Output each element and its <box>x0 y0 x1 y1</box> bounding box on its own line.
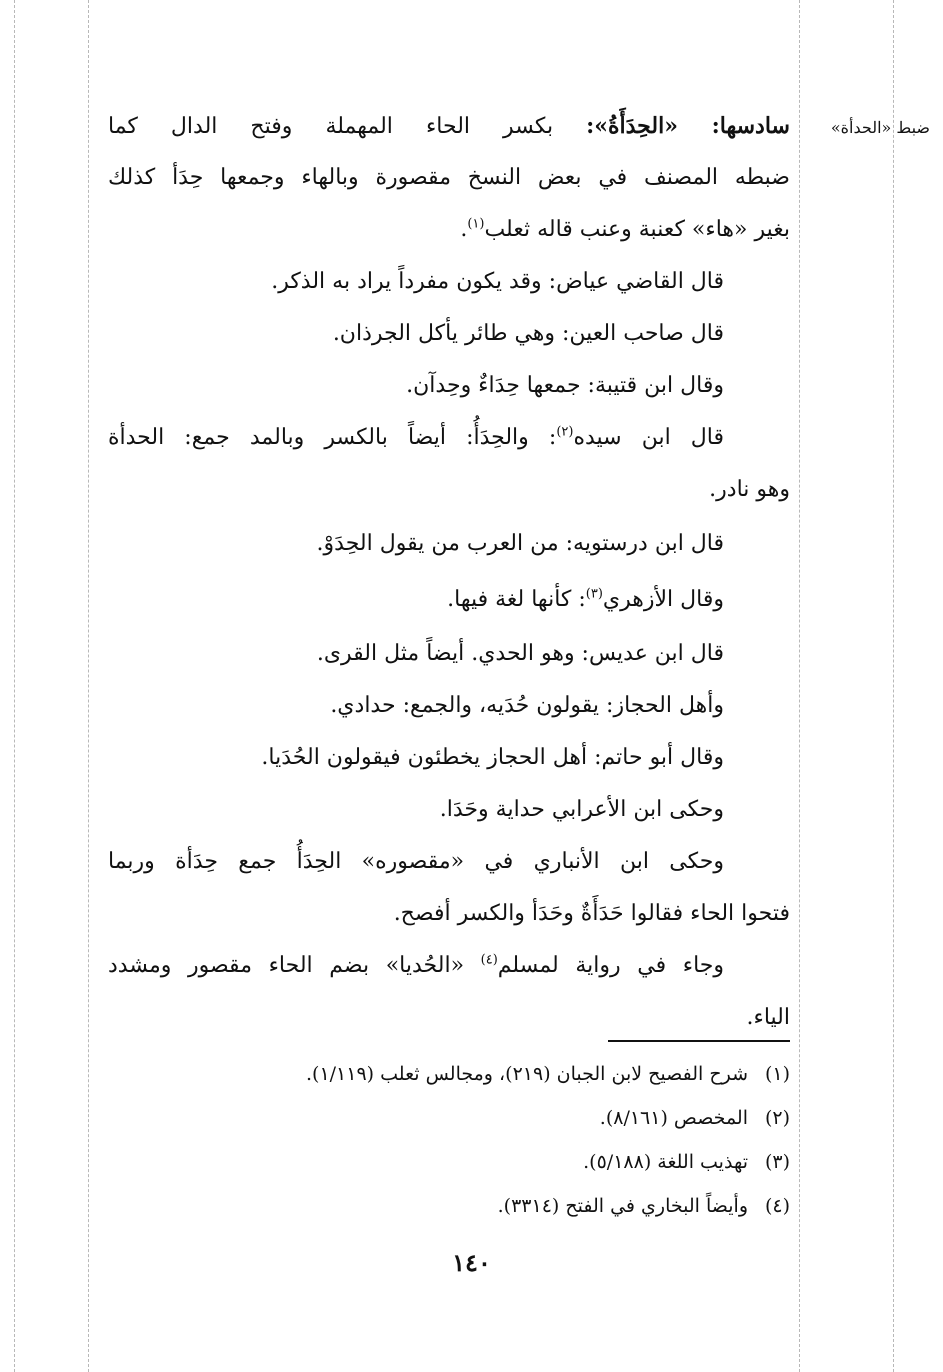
text-line: وجاء في رواية لمسلم$^{(٤)}$ «الحُديا» بضم الحاء مقصور ومشدد <box>108 952 724 978</box>
text-line: وقال ابن قتيبة: جمعها حِدَاءٌ وحِدآن. <box>406 373 724 398</box>
outer-right-guide-line <box>893 0 894 1372</box>
text-line: قال صاحب العين: وهي طائر يأكل الجرذان. <box>332 321 724 346</box>
footnote-text: تهذيب اللغة (٥/١٨٨). <box>583 1151 748 1173</box>
footnotes <box>108 1052 790 1228</box>
text-line: قال ابن سيده$^{(٢)}$: والحِدَأُ: أيضاً بالكسر وبالمد جمع: الحدأة <box>108 424 725 450</box>
footnote-number: (٤) <box>764 1195 790 1217</box>
footnote-ref[interactable]: (٤) <box>480 952 498 968</box>
footnote-text: وأيضاً البخاري في الفتح (٣٣١٤). <box>497 1195 748 1217</box>
footnote-ref[interactable]: (٣) <box>585 586 603 602</box>
text-line: وحكى ابن الأنباري في «مقصوره» الحِدَأُ جمع حِدَأة وربما <box>108 849 724 874</box>
footnote-ref[interactable]: (١) <box>467 216 485 232</box>
text-line: سادسها: «الحِدَأَةُ»: بكسر الحاء المهملة وفتح الدال كما <box>108 113 790 139</box>
footnote-text: المخصص (٨/١٦١). <box>599 1107 748 1129</box>
text-line: فتحوا الحاء فقالوا حَدَأَةٌ وحَدَأ والكسر أفصح. <box>393 901 790 926</box>
page-number: ١٤٠ <box>452 1248 491 1277</box>
footnote <box>108 1184 790 1228</box>
footnote-number: (٣) <box>764 1151 790 1173</box>
text-line: الياء. <box>746 1005 790 1030</box>
footnote-number: (٢) <box>764 1107 790 1129</box>
text-line: بغير «هاء» كعنبة وعنب قاله ثعلب$^{(١)}$. <box>460 216 790 242</box>
text-line: قال القاضي عياض: وقد يكون مفرداً يراد به الذكر. <box>271 269 724 294</box>
left-guide-line <box>14 0 15 1372</box>
text-line: وحكى ابن الأعرابي حداية وحَدَا. <box>439 797 724 822</box>
section-lead: سادسها: «الحِدَأَةُ»: <box>586 113 790 139</box>
right-guide-line <box>799 0 800 1372</box>
main-text <box>108 100 790 1044</box>
text-line: وأهل الحجاز: يقولون حُدَيه، والجمع: حدادي. <box>330 693 724 718</box>
inner-left-guide-line <box>88 0 89 1372</box>
footnote-separator <box>608 1040 790 1042</box>
footnote-text: شرح الفصيح لابن الجبان (٢١٩)، ومجالس ثعلب (١/١١٩). <box>305 1063 748 1085</box>
footnote <box>108 1140 790 1184</box>
text-line: وهو نادر. <box>709 477 790 502</box>
footnote <box>108 1052 790 1096</box>
text-line: وقال الأزهري$^{(٣)}$: كأنها لغة فيها. <box>447 586 724 612</box>
text-line: ضبطه المصنف في بعض النسخ مقصورة وبالهاء وجمعها حِدَأ كذلك <box>108 165 790 190</box>
footnote <box>108 1096 790 1140</box>
text-line: وقال أبو حاتم: أهل الحجاز يخطئون فيقولون الحُدَيا. <box>261 745 724 770</box>
margin-note: ضبط «الحدأة» <box>830 118 930 137</box>
footnote-ref[interactable]: (٢) <box>556 424 574 440</box>
text-line: قال ابن درستويه: من العرب من يقول الحِدَوْ. <box>316 531 724 556</box>
text-line: قال ابن عديس: وهو الحدي. أيضاً مثل القرى. <box>316 641 724 666</box>
footnote-number: (١) <box>764 1063 790 1085</box>
